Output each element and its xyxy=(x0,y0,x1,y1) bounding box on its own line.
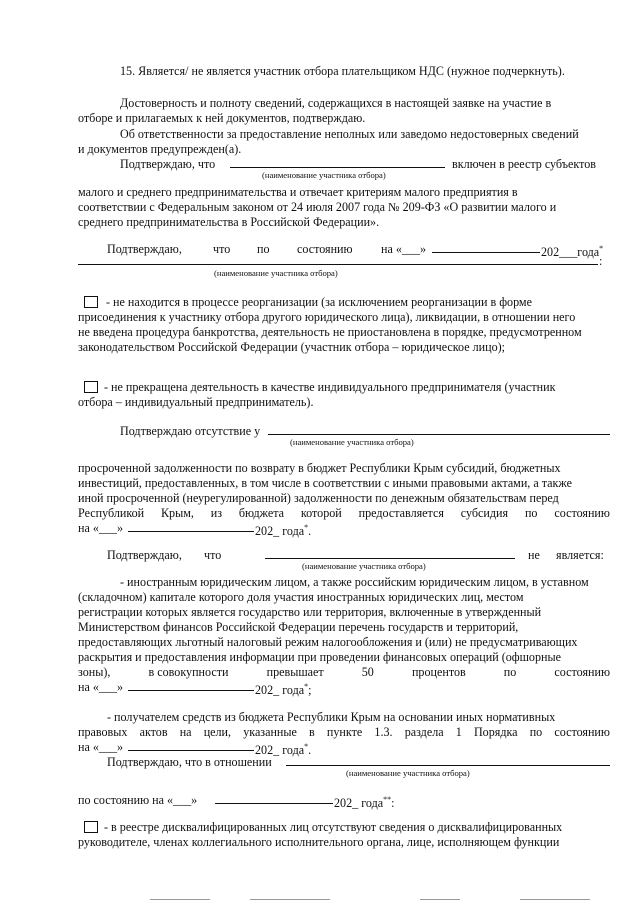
participant-name-field-5[interactable] xyxy=(286,765,610,766)
sme-line-2: малого и среднего предпринимательства и отвечает критериям малого предприятия в xyxy=(78,185,518,199)
participant-name-caption-3: (наименование участника отбора) xyxy=(290,437,414,447)
recipient-date-year[interactable]: 202_ года*. xyxy=(255,742,312,757)
confirm-date-word-3: по xyxy=(257,242,270,256)
foreign-date-day[interactable]: на «___» xyxy=(78,680,124,694)
sme-registry-text: включен в реестр субъектов xyxy=(452,157,596,171)
foreign-line-4: Министерством финансов Российской Федерации перечень государств и территорий, xyxy=(78,620,519,634)
confirm-date-day[interactable]: на «___» xyxy=(381,242,427,256)
reorg-line-1: - не находится в процессе реорганизации (за исключением реорганизации в форме xyxy=(106,295,532,309)
recipient-line-1: - получателем средств из бюджета Республики Крым на основании иных нормативных xyxy=(107,710,556,724)
foreign-line-2: (складочном) капитале которого доля участия иностранных юридических лиц, местом xyxy=(78,590,524,604)
sme-line-3: соответствии с Федеральным законом от 24 июля 2007 года № 209-ФЗ «О развитии малого и xyxy=(78,200,557,214)
sme-confirm-label: Подтверждаю, что xyxy=(120,157,216,171)
disq-line-2: руководителе, членах коллегиального исполнительного органа, лице, исполняющем функции xyxy=(78,835,560,849)
entrepreneur-checkbox[interactable] xyxy=(84,381,98,393)
foreign-confirm-word-3: не xyxy=(528,548,540,562)
debt-date-month-field[interactable] xyxy=(128,531,254,532)
foreign-line-3: регистрации которых является государство или территория, включенные в утвержденный xyxy=(78,605,542,619)
sme-line-4: среднего предпринимательства в Российской Федерации». xyxy=(78,215,380,229)
debt-date-day[interactable]: на «___» xyxy=(78,521,124,535)
debt-line-1: просроченной задолженности по возврату в бюджет Республики Крым субсидий, бюджетных xyxy=(78,461,561,475)
foreign-confirm-word-1: Подтверждаю, xyxy=(107,548,182,562)
scan-artifact xyxy=(520,899,590,900)
participant-name-caption-4: (наименование участника отбора) xyxy=(302,561,426,571)
foreign-date-month-field[interactable] xyxy=(128,690,254,691)
disq-confirm-label: Подтверждаю, что в отношении xyxy=(107,755,272,769)
confirm-date-year[interactable]: 202___года* xyxy=(541,244,604,259)
reliability-line-2: отборе и прилагаемых к ней документов, подтверждаю. xyxy=(78,111,366,125)
participant-name-caption-2: (наименование участника отбора) xyxy=(214,268,338,278)
reliability-line-1: Достоверность и полноту сведений, содержащихся в настоящей заявке на участие в xyxy=(120,96,552,110)
confirm-date-word-4: состоянию xyxy=(297,242,353,256)
foreign-line-6: раскрытия и предоставления информации при проведении финансовых операций (офшорные xyxy=(78,650,561,664)
participant-name-caption: (наименование участника отбора) xyxy=(262,170,386,180)
responsibility-line-2: и документов предупрежден(а). xyxy=(78,142,242,156)
scan-artifact xyxy=(150,899,210,900)
responsibility-line-1: Об ответственности за предоставление неполных или заведомо недостоверных сведений xyxy=(120,127,579,141)
foreign-confirm-word-4: является: xyxy=(556,548,604,562)
debt-line-4: Республикой Крым, из бюджета которой предоставляется субсидия по состоянию xyxy=(78,506,610,520)
reorg-line-3: не введена процедура банкротства, деятельность не приостановлена в порядке, предусмотренном xyxy=(78,325,582,339)
participant-name-field-4[interactable] xyxy=(265,558,515,559)
foreign-date-year[interactable]: 202_ года*; xyxy=(255,682,312,697)
item-15-vat: 15. Является/ не является участник отбора плательщиком НДС (нужное подчеркнуть). xyxy=(120,64,565,78)
recipient-date-day[interactable]: на «___» xyxy=(78,740,124,754)
disqualified-checkbox[interactable] xyxy=(84,821,98,833)
participant-name-field-2[interactable] xyxy=(78,264,598,265)
foreign-line-7: зоны), в совокупности превышает 50 процентов по состоянию xyxy=(78,665,610,679)
disq-date-year[interactable]: 202_ года**: xyxy=(334,795,395,810)
confirm-date-month-field[interactable] xyxy=(432,252,540,253)
foreign-line-1: - иностранным юридическим лицом, а также российским юридическим лицом, в уставном xyxy=(120,575,589,589)
disq-line-1: - в реестре дисквалифицированных лиц отсутствуют сведения о дисквалифицированных xyxy=(104,820,563,834)
entrepreneur-line-1: - не прекращена деятельность в качестве индивидуального предпринимателя (участник xyxy=(104,380,556,394)
debt-line-2: инвестиций, предоставленных, в том числе в соответствии с иными правовыми актами, а также xyxy=(78,476,572,490)
participant-name-field[interactable] xyxy=(230,167,445,168)
recipient-line-2: правовых актов на цели, указанные в пункте 1.3. раздела 1 Порядка по состоянию xyxy=(78,725,610,739)
confirm-date-word-1: Подтверждаю, xyxy=(107,242,182,256)
foreign-line-5: предоставляющих льготный налоговый режим налогообложения и (или) не предусматривающих xyxy=(78,635,578,649)
legal-entity-checkbox[interactable] xyxy=(84,296,98,308)
debt-date-year[interactable]: 202_ года*. xyxy=(255,523,312,538)
scan-artifact xyxy=(420,899,460,900)
reorg-line-2: присоединения к участнику отбора другого юридического лица), ликвидации, в отношении него xyxy=(78,310,576,324)
participant-name-caption-5: (наименование участника отбора) xyxy=(346,768,470,778)
foreign-confirm-word-2: что xyxy=(204,548,222,562)
scan-artifact xyxy=(250,899,330,900)
disq-date-day[interactable]: по состоянию на «___» xyxy=(78,793,198,807)
reorg-line-4: законодательством Российской Федерации (участник отбора – юридическое лицо); xyxy=(78,340,506,354)
recipient-date-month-field[interactable] xyxy=(128,750,254,751)
disq-date-month-field[interactable] xyxy=(215,803,333,804)
colon-mark: : xyxy=(599,254,603,268)
participant-name-field-3[interactable] xyxy=(268,434,610,435)
debt-line-3: иной просроченной (неурегулированной) задолженности по денежным обязательствам перед xyxy=(78,491,559,505)
confirm-date-word-2: что xyxy=(213,242,231,256)
entrepreneur-line-2: отбора – индивидуальный предприниматель). xyxy=(78,395,314,409)
debt-confirm-label: Подтверждаю отсутствие у xyxy=(120,424,261,438)
